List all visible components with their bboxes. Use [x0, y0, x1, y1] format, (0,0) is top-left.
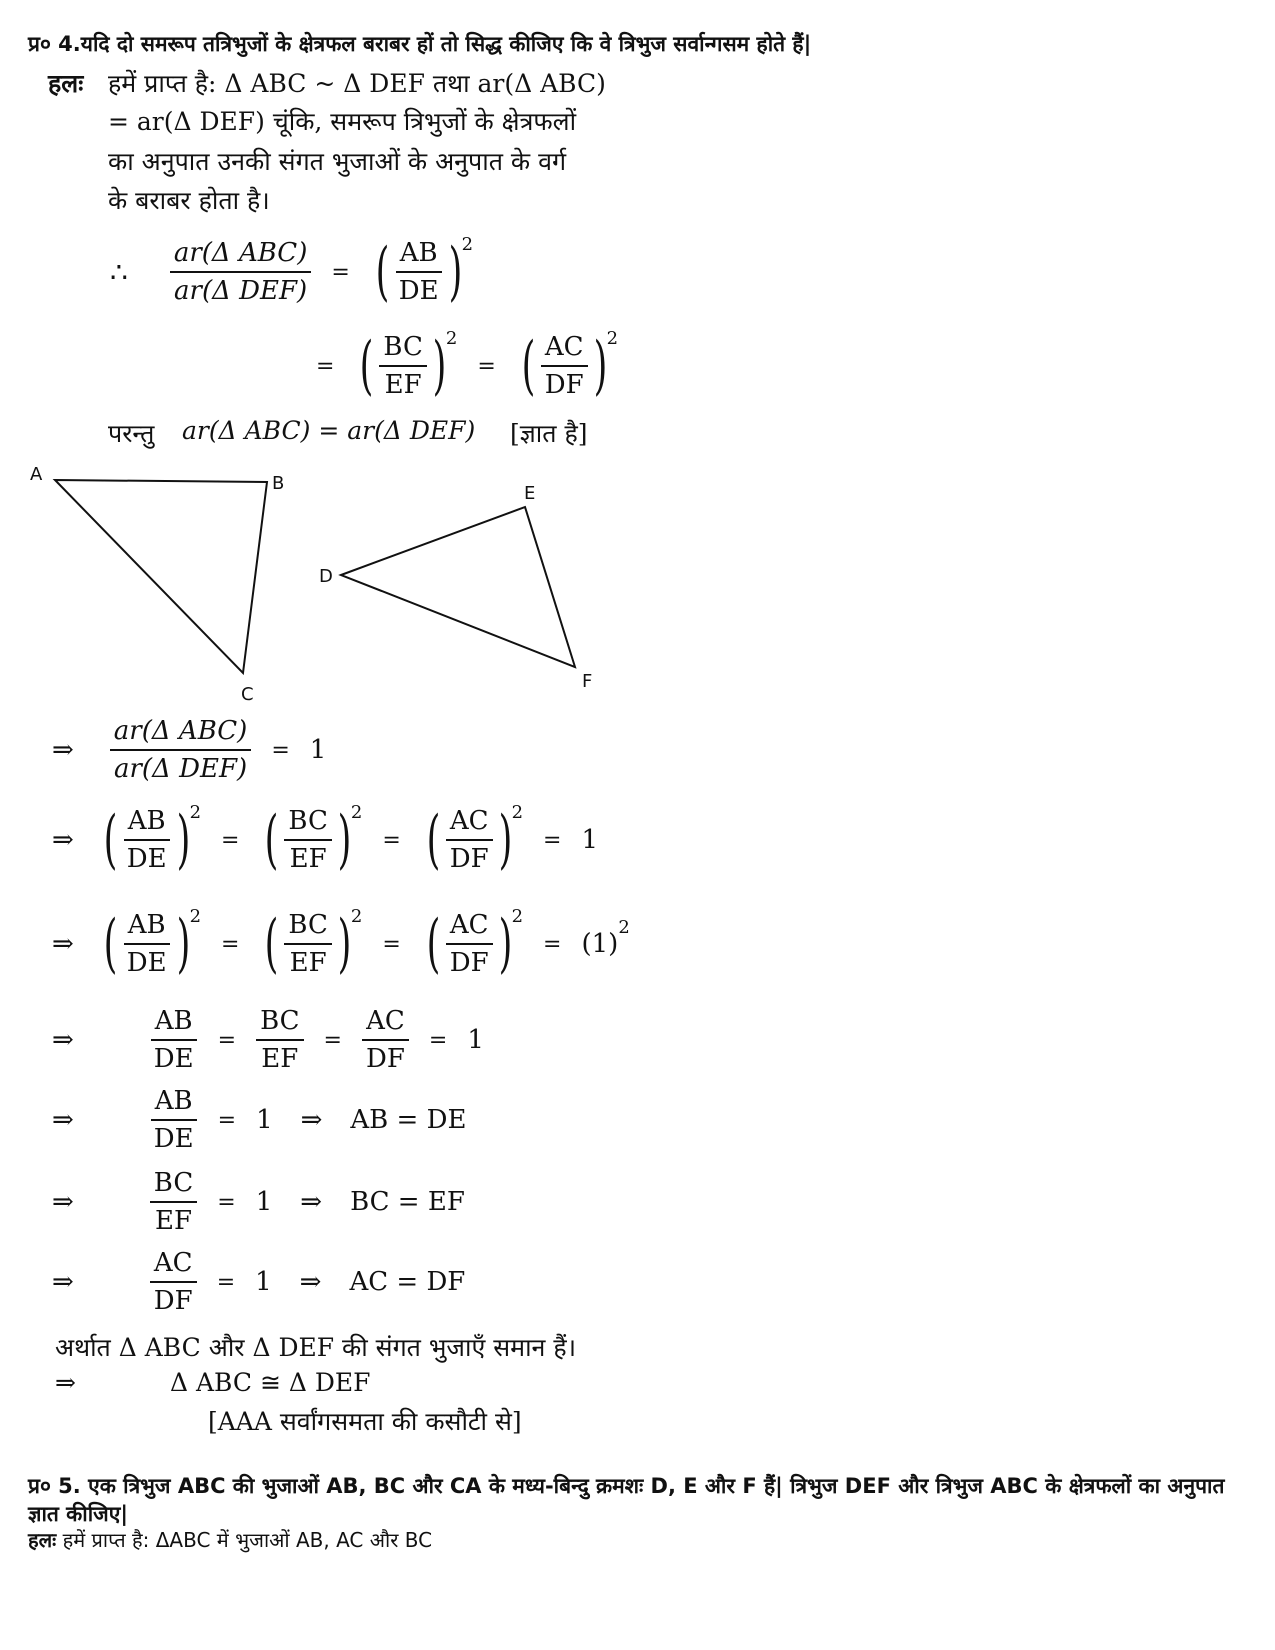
exponent: 2 [350, 801, 363, 823]
question-4: प्र० 4.यदि दो समरूप तत्रिभुजों के क्षेत्रफल बराबर हों तो सिद्ध कीजिए कि वे त्रिभुज सर्वान्गसम होते हैं| [28, 32, 812, 56]
denominator: DE [126, 948, 167, 978]
denominator: EF [261, 1044, 299, 1074]
question-5-line-1: प्र० 5. एक त्रिभुज ABC की भुजाओं AB, BC और CA के मध्य-बिन्दु क्रमशः D, E और F हैं| त्रिभुज DEF और त्रिभुज ABC के क्षेत्रफलों का अनुपात [28, 1474, 1225, 1498]
equals: = [221, 931, 240, 957]
step-squared-ratios-one-squared [52, 905, 630, 981]
equals: = [382, 827, 401, 853]
denominator: DE [126, 844, 167, 874]
step-squared-ratios-one [52, 801, 599, 877]
intro-line-3: का अनुपात उनकी संगत भुजाओं के अनुपात के वर्ग [108, 147, 567, 176]
implies-symbol: ⇒ [52, 735, 74, 765]
ab-de-squared: ( $\frac{AB}{DE}$ ) 2 [375, 233, 474, 309]
label-f: F [582, 671, 593, 692]
bc-ef-result: BC = EF [350, 1187, 465, 1217]
step-ratios-equal-one [52, 1006, 484, 1074]
implies-symbol: ⇒ [52, 929, 74, 959]
ac-df-squared: ( $\frac{AC}{DF}$ ) 2 [426, 801, 524, 877]
implies-symbol: ⇒ [52, 1105, 74, 1135]
denominator: EF [384, 370, 422, 400]
equals: = [543, 931, 562, 957]
bc-ef-squared: ( $\frac{BC}{EF}$ ) 2 [265, 801, 363, 877]
denominator: EF [155, 1206, 193, 1236]
ac-df-squared: ( $\frac{AC}{DF}$ ) 2 [521, 327, 619, 403]
equals: = [217, 1189, 236, 1215]
area-ratio-fraction [170, 238, 312, 306]
numerator: AC [446, 910, 493, 945]
numerator: AB [124, 806, 170, 841]
label-b: B [272, 473, 285, 494]
known-note: [ज्ञात है] [510, 419, 588, 448]
solution-label: हलः [28, 1528, 57, 1552]
numerator: BC [284, 806, 331, 841]
intro-line-1: हमें प्राप्त है: Δ ABC ~ Δ DEF तथा ar(Δ ABC) [108, 69, 606, 98]
denominator: EF [289, 948, 327, 978]
step-ab-equals-de [52, 1086, 466, 1154]
implies-symbol: ⇒ [52, 1187, 74, 1217]
given-equal-areas: ar(Δ ABC) = ar(Δ DEF) [182, 416, 476, 445]
label-a: A [30, 464, 43, 485]
denominator: DF [365, 1044, 405, 1074]
value-one: 1 [581, 825, 599, 855]
exponent: 2 [618, 917, 630, 938]
implies-symbol: ⇒ [300, 1105, 323, 1135]
implies-symbol: ⇒ [299, 1267, 322, 1297]
exponent: 2 [461, 233, 474, 255]
denominator: DE [153, 1124, 194, 1154]
numerator: AB [151, 1006, 197, 1041]
denominator: DF [449, 844, 489, 874]
ac-df-squared: ( $\frac{AC}{DF}$ ) 2 [426, 905, 524, 981]
numerator: AC [446, 806, 493, 841]
equals: = [217, 1027, 237, 1053]
label-e: E [524, 483, 536, 504]
numerator: ar(Δ ABC) [170, 238, 312, 273]
label-d: D [319, 566, 333, 587]
implies-symbol: ⇒ [52, 1025, 74, 1055]
bc-ef-squared: ( $\frac{BC}{EF}$ ) 2 [360, 327, 458, 403]
implies-symbol: ⇒ [55, 1368, 76, 1397]
denominator: ar(Δ DEF) [174, 276, 308, 306]
question-5-line-2: ज्ञात कीजिए| [28, 1502, 129, 1526]
one-squared [581, 917, 630, 959]
equals: = [331, 259, 350, 285]
area-ratio-fraction [110, 716, 252, 784]
triangles-figure [0, 455, 620, 705]
equals: = [382, 931, 401, 957]
ab-de-squared: ( $\frac{AB}{DE}$ ) 2 [103, 801, 202, 877]
congruence-statement: Δ ABC ≅ Δ DEF [170, 1368, 371, 1397]
solution-label: हलः [48, 69, 84, 98]
denominator: DE [398, 276, 439, 306]
triangle-abc [30, 464, 284, 705]
one-paren: (1) [581, 929, 619, 959]
numerator: AC [362, 1006, 409, 1041]
solution-text: हमें प्राप्त है: ΔABC में भुजाओं AB, AC और BC [62, 1528, 433, 1552]
equals: = [271, 737, 290, 763]
congruence-criterion: [AAA सर्वांगसमता की कसौटी से] [208, 1407, 522, 1436]
value-one: 1 [467, 1025, 484, 1055]
numerator: BC [150, 1168, 197, 1203]
equals: = [323, 1027, 342, 1053]
denominator: EF [289, 844, 327, 874]
but-label: परन्तु [108, 419, 155, 448]
numerator: BC [256, 1006, 303, 1041]
step-area-ratio-one [52, 716, 326, 784]
step-ac-equals-df [52, 1248, 465, 1316]
value-one: 1 [256, 1105, 273, 1135]
value-one: 1 [255, 1187, 273, 1217]
equals: = [316, 353, 335, 379]
equals: = [428, 1027, 448, 1053]
intro-line-2: = ar(Δ DEF) चूंकि, समरूप त्रिभुजों के क्षेत्रफलों [108, 107, 577, 136]
denominator: DE [153, 1044, 194, 1074]
exponent: 2 [511, 801, 524, 823]
ab-de-result: AB = DE [350, 1105, 467, 1135]
value-one: 1 [255, 1267, 272, 1297]
conclusion-text: अर्थात Δ ABC और Δ DEF की संगत भुजाएँ समान हैं। [55, 1333, 577, 1362]
ab-de-squared: ( $\frac{AB}{DE}$ ) 2 [103, 905, 202, 981]
denominator: ar(Δ DEF) [114, 754, 248, 784]
exponent: 2 [189, 801, 202, 823]
intro-line-4: के बराबर होता है। [108, 186, 270, 215]
equals: = [221, 827, 240, 853]
numerator: AC [150, 1248, 197, 1283]
ratio-equation-2 [310, 327, 619, 403]
therefore-symbol: ∴ [110, 255, 128, 289]
ac-df-result: AC = DF [349, 1267, 466, 1297]
exponent: 2 [445, 327, 458, 349]
implies-symbol: ⇒ [300, 1187, 323, 1217]
denominator: DF [449, 948, 489, 978]
equals: = [217, 1107, 237, 1133]
exponent: 2 [511, 905, 524, 927]
value-one: 1 [309, 735, 327, 765]
exponent: 2 [189, 905, 202, 927]
equals: = [477, 353, 496, 379]
ratio-equation-1 [110, 233, 474, 309]
question-5-solution [28, 1526, 432, 1553]
equals: = [543, 827, 562, 853]
exponent: 2 [350, 905, 363, 927]
numerator: AB [124, 910, 170, 945]
denominator: DF [153, 1286, 193, 1316]
implies-symbol: ⇒ [52, 825, 74, 855]
denominator: DF [544, 370, 584, 400]
numerator: ar(Δ ABC) [110, 716, 252, 751]
step-bc-equals-ef [52, 1168, 465, 1236]
bc-ef-squared: ( $\frac{BC}{EF}$ ) 2 [265, 905, 363, 981]
numerator: BC [379, 332, 426, 367]
numerator: BC [284, 910, 331, 945]
numerator: AB [151, 1086, 197, 1121]
implies-symbol: ⇒ [52, 1267, 74, 1297]
exponent: 2 [606, 327, 619, 349]
equals: = [216, 1269, 236, 1295]
numerator: AC [541, 332, 588, 367]
triangle-def [319, 483, 592, 692]
label-c: C [241, 684, 254, 705]
numerator: AB [396, 238, 442, 273]
